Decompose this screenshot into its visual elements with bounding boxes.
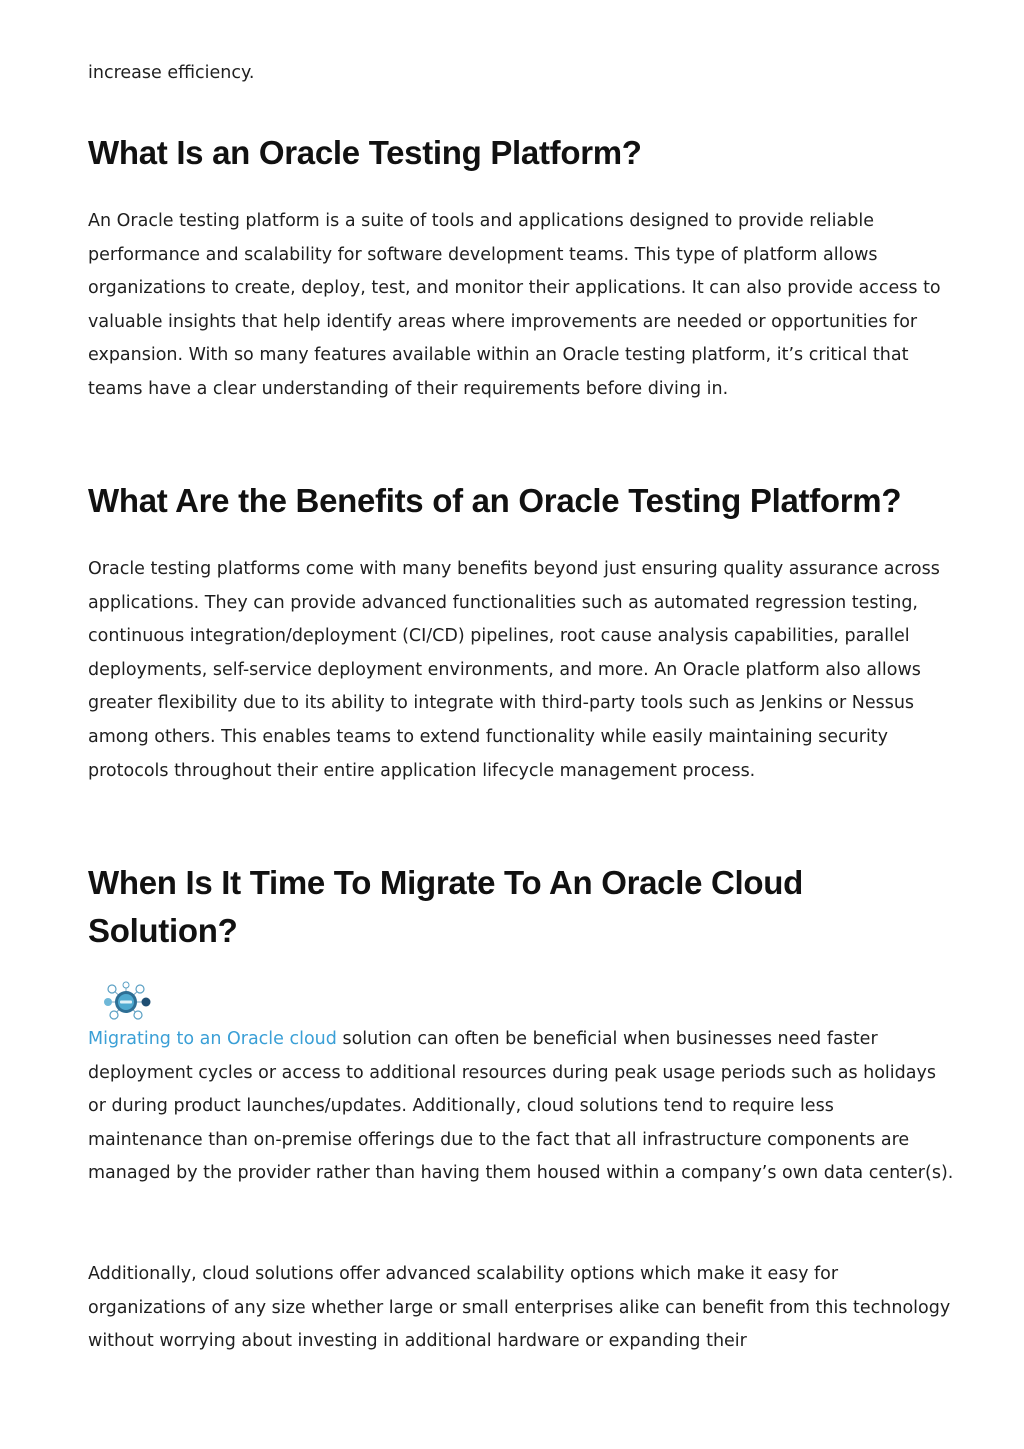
migrating-oracle-cloud-link[interactable]: Migrating to an Oracle cloud	[88, 1029, 337, 1049]
section-heading-benefits: What Are the Benefits of an Oracle Testing Platform?	[88, 482, 902, 519]
section-heading-migrate: When Is It Time To Migrate To An Oracle Cloud Solution?	[88, 864, 803, 949]
section-paragraph-migrate	[88, 1023, 954, 1191]
section-heading-what-is: What Is an Oracle Testing Platform?	[88, 134, 642, 171]
cloud-network-icon	[96, 979, 156, 1025]
intro-tail-text: increase efficiency.	[88, 63, 255, 83]
section-paragraph-scalability: Additionally, cloud solutions offer advanced scalability options which make it easy for organizations of any size whether large or small enterprises alike can benefit from this technology without worrying about investing in additional hardware or expanding their	[88, 1264, 951, 1352]
section-paragraph-what-is: An Oracle testing platform is a suite of tools and applications designed to provide reliable performance and scalability for software development teams. This type of platform allows organizations to create, deploy, test, and monitor their applications. It can also provide access to valuable insights that help identify areas where improvements are needed or opportunities for expansion. With so many features available within an Oracle testing platform, it’s critical that teams have a clear understanding of their requirements before diving in.	[88, 211, 941, 399]
section-paragraph-benefits: Oracle testing platforms come with many benefits beyond just ensuring quality assurance across applications. They can provide advanced functionalities such as automated regression testing, continuous integration/deployment (CI/CD) pipelines, root cause analysis capabilities, parallel deployments, self-service deployment environments, and more. An Oracle platform also allows greater flexibility due to its ability to integrate with third-party tools such as Jenkins or Nessus among others. This enables teams to extend functionality while easily maintaining security protocols throughout their entire application lifecycle management process.	[88, 559, 940, 781]
migrate-paragraph-text: solution can often be beneficial when businesses need faster deployment cycles or access to additional resources during peak usage periods such as holidays or during product launches/updates. Additionally, cloud solutions tend to require less maintenance than on-premise offerings due to the fact that all infrastructure components are managed by the provider rather than having them housed within a company’s own data center(s).	[88, 1029, 954, 1184]
